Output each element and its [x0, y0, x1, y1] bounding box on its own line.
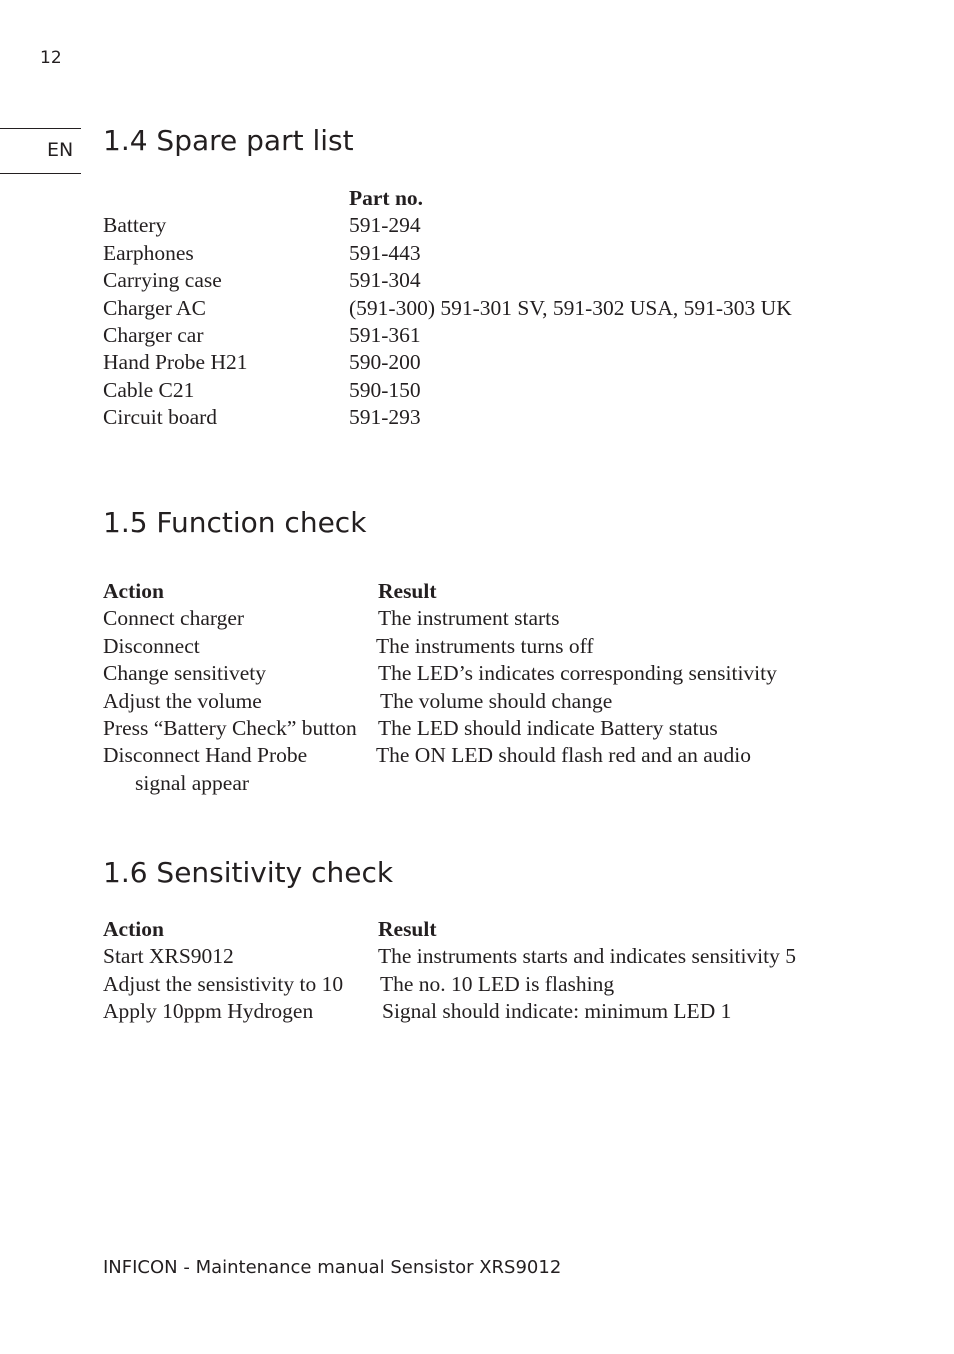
result-continuation: signal appear — [135, 770, 250, 795]
action-cell: Connect charger — [103, 606, 245, 631]
item-name: Charger car — [103, 322, 204, 347]
result-cell: The LED should indicate Battery status — [378, 715, 718, 740]
action-cell: Press “Battery Check” button — [103, 715, 357, 740]
action-cell: Adjust the volume — [103, 688, 262, 713]
part-number: 591-361 — [349, 322, 421, 347]
result-cell: Signal should indicate: minimum LED 1 — [382, 999, 732, 1024]
result-cell: The instruments starts and indicates sensitivity 5 — [378, 944, 796, 969]
function-check-heading: 1.5 Function check — [103, 506, 367, 539]
page-number: 12 — [40, 48, 62, 68]
part-number: 590-200 — [349, 350, 421, 375]
language-label: EN — [47, 139, 74, 161]
action-cell: Disconnect Hand Probe — [103, 743, 308, 768]
part-number: (591-300) 591-301 SV, 591-302 USA, 591-303 UK — [349, 295, 792, 320]
part-number: 591-294 — [349, 213, 421, 238]
action-cell: Adjust the sensistivity to 10 — [103, 971, 344, 996]
action-cell: Change sensitivety — [103, 661, 267, 686]
item-name: Earphones — [103, 240, 194, 265]
result-cell: The volume should change — [380, 688, 613, 713]
part-no-header: Part no. — [349, 186, 424, 210]
item-name: Charger AC — [103, 295, 206, 320]
language-tab — [0, 128, 81, 174]
part-number: 591-304 — [349, 268, 421, 293]
sensitivity-check-heading: 1.6 Sensitivity check — [103, 856, 394, 889]
part-number: 591-443 — [349, 240, 421, 265]
item-name: Carrying case — [103, 268, 222, 293]
item-name: Hand Probe H21 — [103, 350, 248, 375]
item-name: Battery — [103, 213, 167, 238]
item-name: Circuit board — [103, 405, 218, 430]
spare-part-list-heading: 1.4 Spare part list — [103, 124, 354, 157]
result-header: Result — [378, 917, 437, 941]
item-name: Cable C21 — [103, 377, 195, 402]
result-cell: The instrument starts — [378, 606, 560, 631]
result-cell: The instruments turns off — [376, 633, 594, 658]
action-header: Action — [103, 917, 164, 941]
part-number: 590-150 — [349, 377, 421, 402]
result-header: Result — [378, 579, 437, 603]
result-cell: The LED’s indicates corresponding sensitivity — [378, 661, 777, 686]
result-cell: The no. 10 LED is flashing — [380, 971, 615, 996]
action-cell: Disconnect — [103, 633, 200, 658]
part-number: 591-293 — [349, 405, 421, 430]
result-cell: The ON LED should flash red and an audio — [376, 743, 751, 768]
page-footer: INFICON - Maintenance manual Sensistor XRS9012 — [103, 1257, 562, 1278]
action-cell: Start XRS9012 — [103, 944, 234, 969]
action-header: Action — [103, 579, 164, 603]
action-cell: Apply 10ppm Hydrogen — [103, 999, 314, 1024]
